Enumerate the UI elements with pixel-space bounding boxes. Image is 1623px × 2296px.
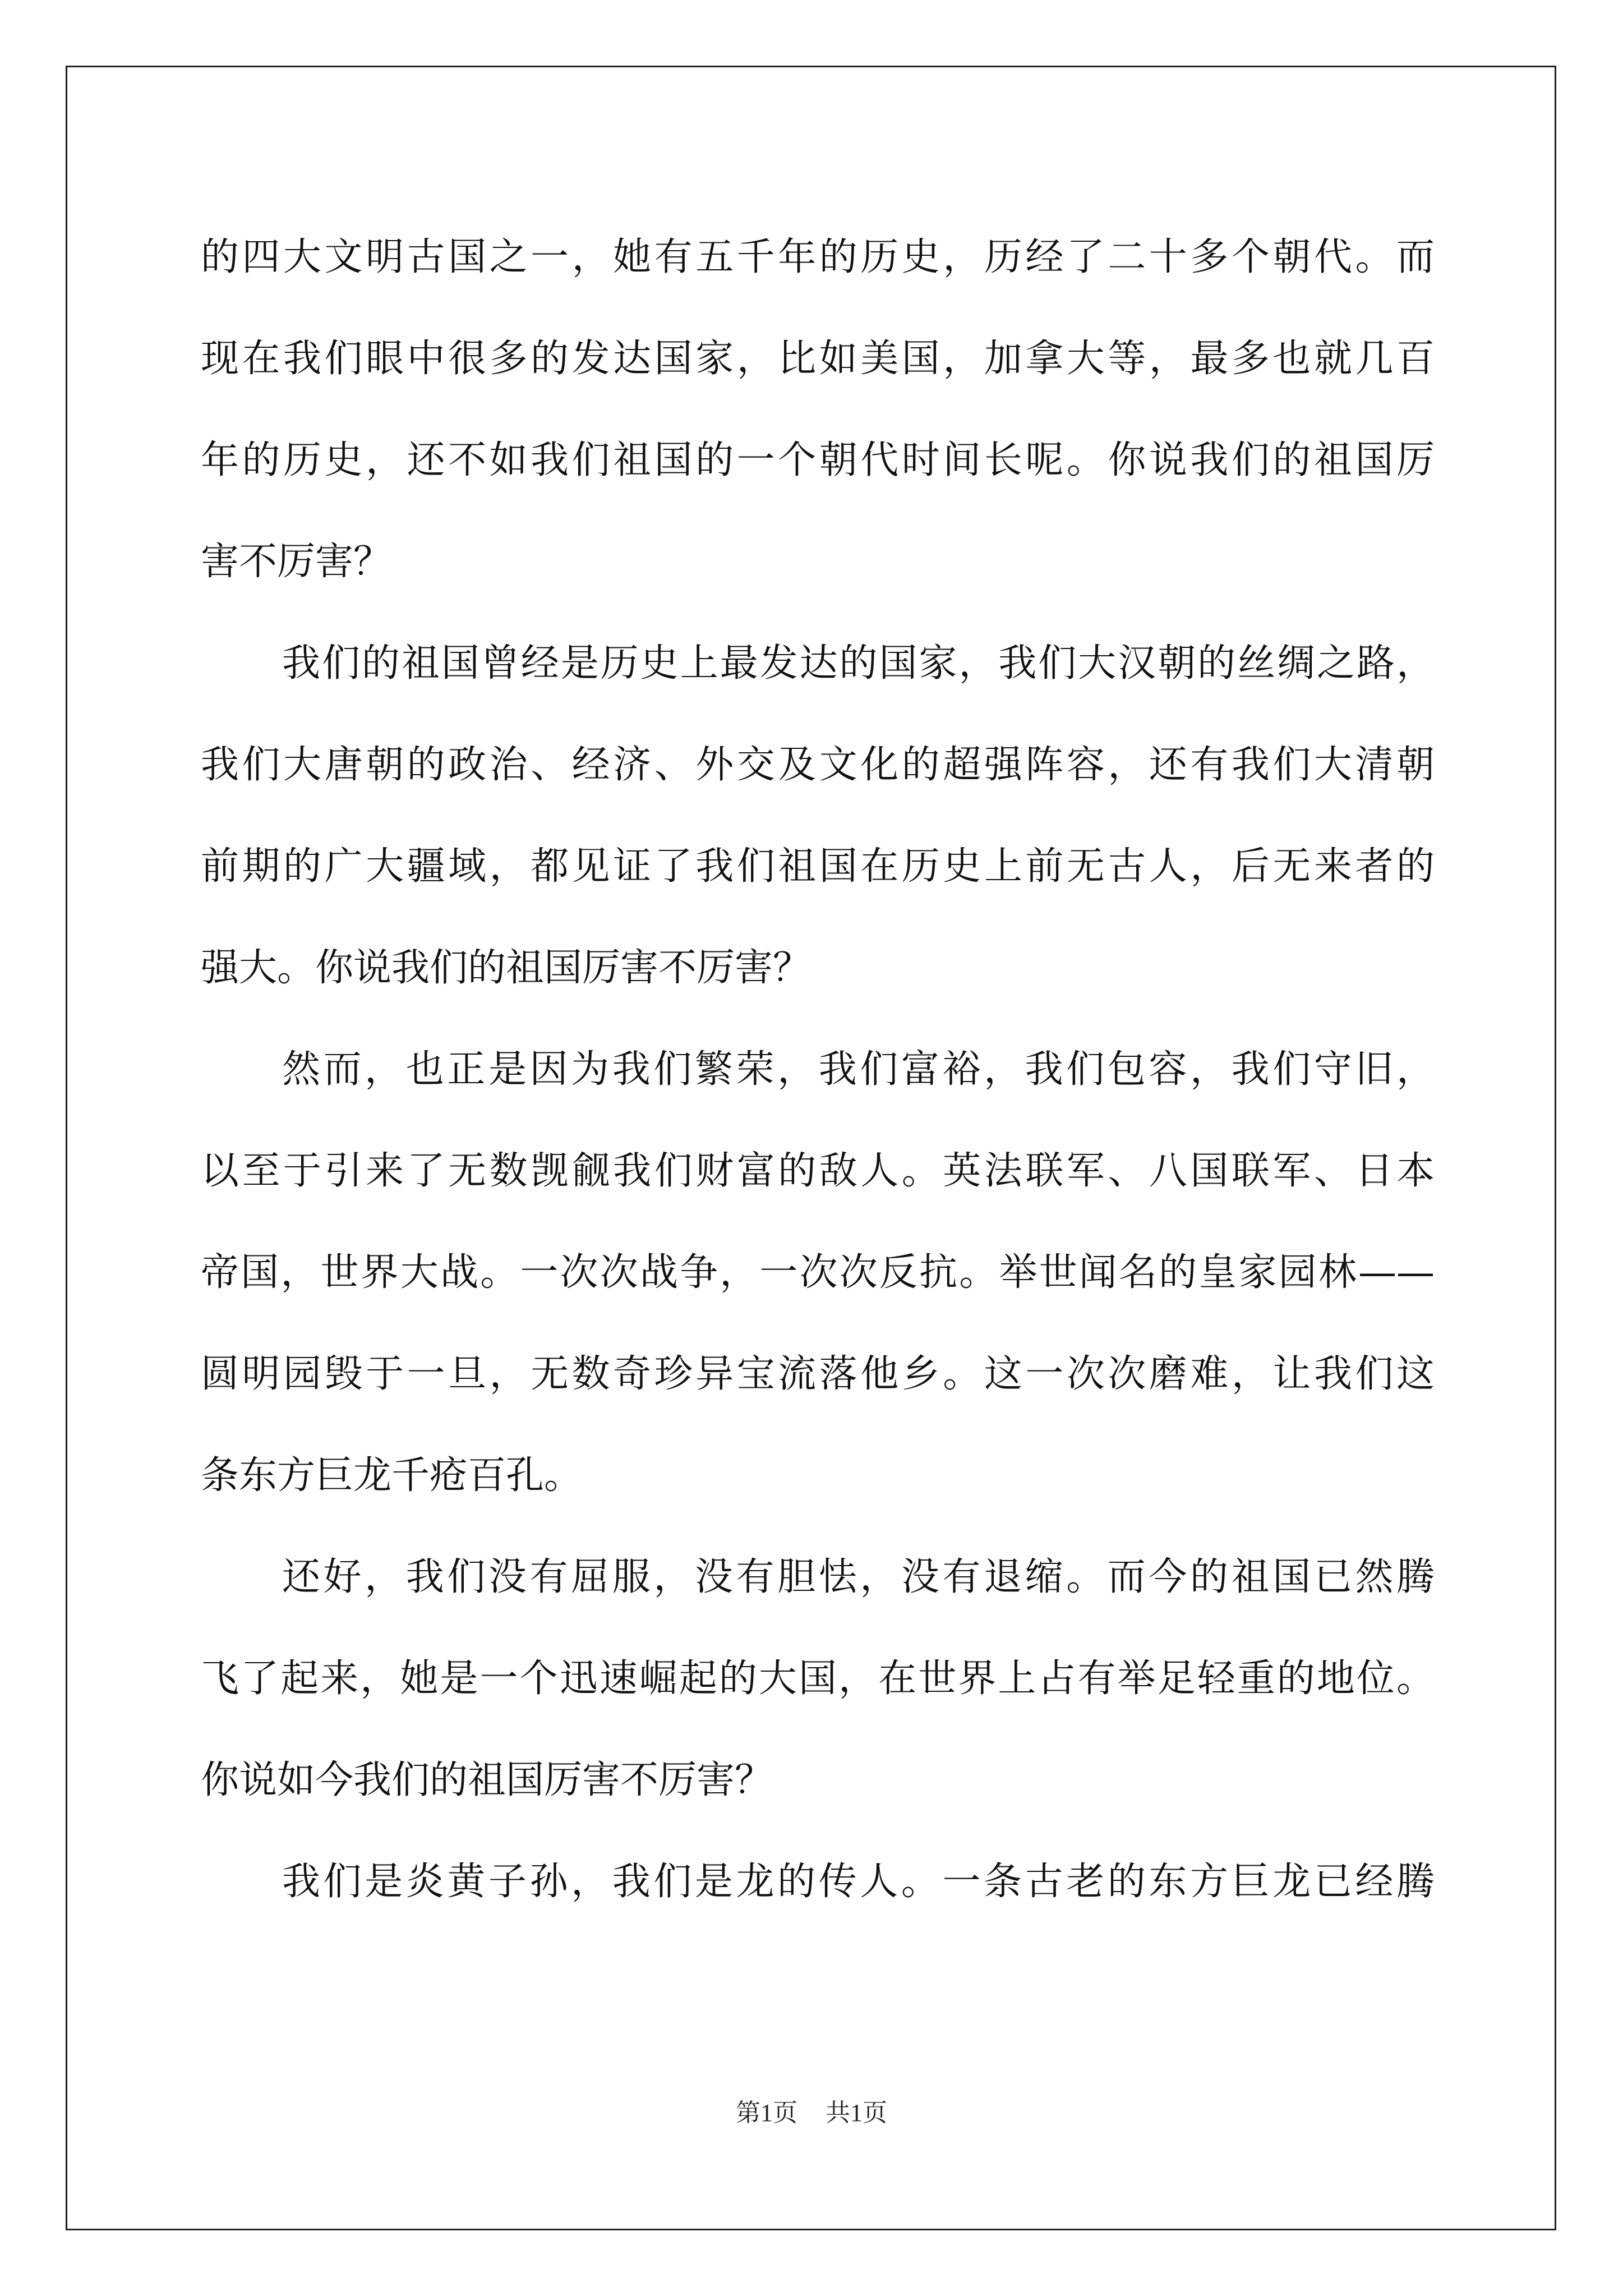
text-line: 前期的广大疆域，都见证了我们祖国在历史上前无古人，后无来者的 xyxy=(201,844,1435,889)
text-line: 害不厉害？ xyxy=(201,540,392,584)
text-line: 你说如今我们的祖国厉害不厉害？ xyxy=(201,1758,773,1802)
text-line: 我们的祖国曾经是历史上最发达的国家，我们大汉朝的丝绸之路， xyxy=(282,641,1435,685)
text-line: 然而，也正是因为我们繁荣，我们富裕，我们包容，我们守旧， xyxy=(282,1047,1435,1092)
text-line: 我们是炎黄子孙，我们是龙的传人。一条古老的东方巨龙已经腾 xyxy=(282,1860,1435,1904)
text-line: 现在我们眼中很多的发达国家，比如美国，加拿大等，最多也就几百 xyxy=(201,337,1435,381)
text-line: 条东方巨龙千疮百孔。 xyxy=(201,1453,583,1498)
text-line: 圆明园毁于一旦，无数奇珍异宝流落他乡。这一次次磨难，让我们这 xyxy=(201,1352,1435,1396)
text-line: 还好，我们没有屈服，没有胆怯，没有退缩。而今的祖国已然腾 xyxy=(282,1555,1435,1599)
text-line: 以至于引来了无数觊觎我们财富的敌人。英法联军、八国联军、日本 xyxy=(201,1149,1435,1193)
text-line: 的四大文明古国之一，她有五千年的历史，历经了二十多个朝代。而 xyxy=(201,235,1435,279)
text-line: 强大。你说我们的祖国厉害不厉害？ xyxy=(201,946,811,990)
page-footer xyxy=(0,2092,1623,2128)
text-line: 飞了起来，她是一个迅速崛起的大国，在世界上占有举足轻重的地位。 xyxy=(201,1657,1435,1701)
page-number: 第1页 xyxy=(736,2099,797,2127)
text-line: 我们大唐朝的政治、经济、外交及文化的超强阵容，还有我们大清朝 xyxy=(201,743,1435,787)
text-line: 年的历史，还不如我们祖国的一个朝代时间长呢。你说我们的祖国厉 xyxy=(201,438,1435,482)
total-pages: 共1页 xyxy=(826,2099,887,2127)
text-line: 帝国，世界大战。一次次战争，一次次反抗。举世闻名的皇家园林—— xyxy=(201,1250,1435,1295)
document-body xyxy=(201,206,1435,1932)
